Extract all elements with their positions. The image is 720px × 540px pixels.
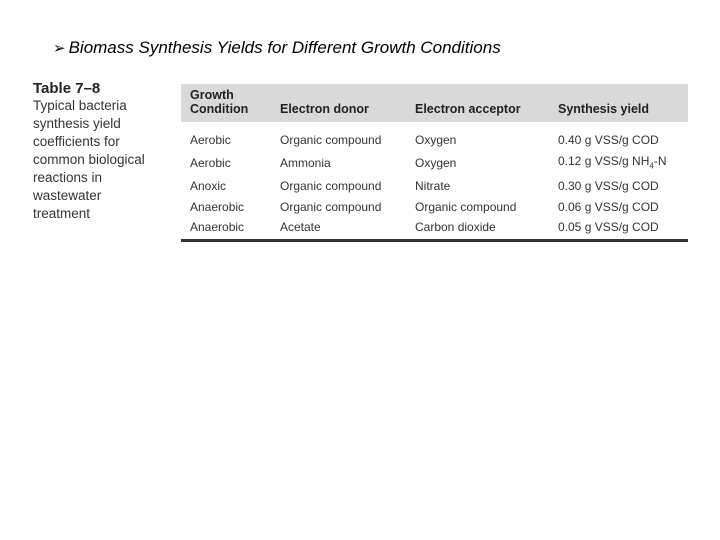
heading-text: Biomass Synthesis Yields for Different Growth Conditions [68, 38, 501, 57]
table-caption [33, 80, 173, 223]
cell-electron-donor: Organic compound [280, 199, 382, 214]
caption-line: wastewater [33, 188, 102, 203]
cell-synthesis-yield: 0.30 g VSS/g COD [558, 179, 659, 194]
cell-electron-donor: Acetate [280, 220, 321, 235]
cell-synthesis-yield: 0.12 g VSS/g $NH_4-N$ [558, 153, 667, 170]
cell-synthesis-yield: 0.40 g VSS/g COD [558, 133, 659, 147]
header-electron-acceptor: Electron acceptor [415, 102, 521, 116]
header-growth-condition: Growth Condition [190, 88, 249, 116]
caption-line: synthesis yield [33, 116, 121, 131]
table-header-row [181, 84, 688, 122]
slide-heading [53, 38, 501, 58]
cell-growth-condition: Anoxic [190, 179, 227, 194]
cell-growth-condition: Anaerobic [190, 220, 245, 235]
cell-synthesis-yield: 0.05 g VSS/g COD [558, 220, 659, 235]
table-number: Table 7–8 [33, 80, 101, 97]
cell-electron-donor: Organic compound [280, 179, 382, 194]
cell-electron-acceptor: Organic compound [415, 199, 517, 214]
caption-line: Typical bacteria [33, 98, 127, 113]
cell-growth-condition: Aerobic [190, 156, 231, 171]
table-description [33, 97, 173, 223]
bullet-arrow-icon: ➢ [53, 40, 66, 57]
cell-growth-condition: Aerobic [190, 133, 231, 147]
cell-electron-acceptor: Oxygen [415, 133, 457, 147]
caption-line: treatment [33, 206, 91, 221]
cell-growth-condition: Anaerobic [190, 199, 245, 214]
table-row [181, 217, 688, 238]
cell-electron-acceptor: Oxygen [415, 156, 457, 171]
table-bottom-rule [181, 239, 688, 242]
cell-electron-donor: Ammonia [280, 156, 331, 171]
cell-electron-acceptor: Nitrate [415, 179, 451, 194]
cell-electron-donor: Organic compound [280, 133, 382, 147]
table-row [181, 122, 688, 151]
cell-synthesis-yield: 0.06 g VSS/g COD [558, 199, 659, 214]
table-row [181, 151, 688, 177]
header-electron-donor: Electron donor [280, 102, 369, 116]
header-synthesis-yield: Synthesis yield [558, 102, 650, 116]
caption-line: common biological [33, 152, 145, 167]
cell-electron-acceptor: Carbon dioxide [415, 220, 496, 235]
yield-table [181, 84, 688, 242]
table-row [181, 197, 688, 218]
caption-line: coefficients for [33, 134, 120, 149]
table-row [181, 176, 688, 197]
caption-line: reactions in [33, 170, 103, 185]
